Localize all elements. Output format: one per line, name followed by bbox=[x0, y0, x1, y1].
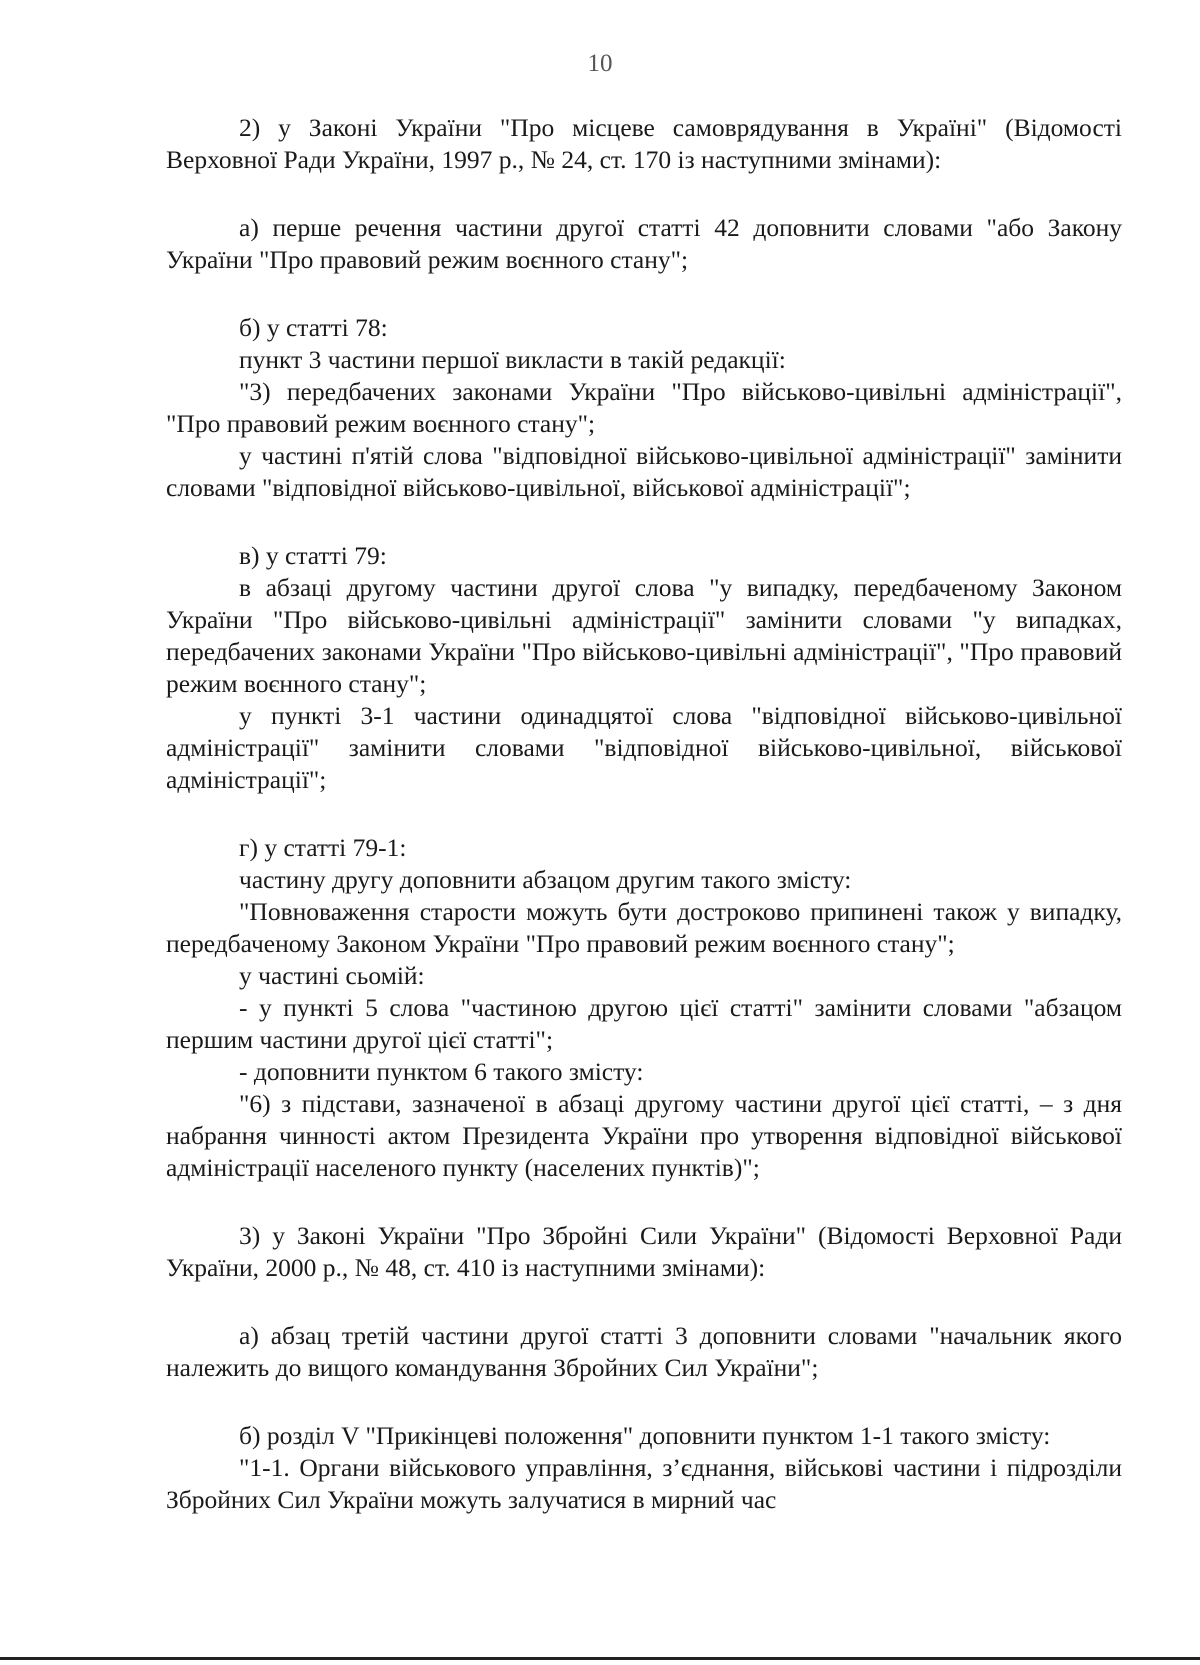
paragraph-gap bbox=[166, 1384, 1122, 1420]
paragraph: 2) у Законі України "Про місцеве самоврядування в Україні" (Відомості Верховної Ради України, 1997 р., № 24, ст. 170 із наступними змінами): bbox=[166, 113, 1122, 174]
paragraph: у частині п'ятій слова "відповідної військово-цивільної адміністрації" замінити словами "відповідної військово-цивільної, військової адміністрації"; bbox=[166, 441, 1122, 502]
paragraph: - у пункті 5 слова "частиною другою цієї статті" замінити словами "абзацом першим частини другої цієї статті"; bbox=[166, 993, 1122, 1054]
paragraph: б) у статті 78: bbox=[239, 313, 388, 342]
document-body bbox=[166, 112, 1122, 1516]
paragraph: "6) з підстави, зазначеної в абзаці другому частини другої цієї статті, – з дня набрання чинності актом Президента України про утворення відповідної військової адміністрації населеного пункту (населених пунктів)"; bbox=[166, 1089, 1122, 1182]
paragraph: б) розділ V "Прикінцеві положення" доповнити пунктом 1-1 такого змісту: bbox=[239, 1421, 1051, 1450]
paragraph: "3) передбачених законами України "Про військово-цивільні адміністрації", "Про правовий режим воєнного стану"; bbox=[166, 377, 1122, 438]
paragraph-gap bbox=[166, 276, 1122, 312]
paragraph-gap bbox=[166, 504, 1122, 540]
paragraph: а) перше речення частини другої статті 42 доповнити словами "або Закону України "Про правовий режим воєнного стану"; bbox=[166, 213, 1122, 274]
page-bottom-rule bbox=[0, 1657, 1200, 1660]
paragraph-gap bbox=[166, 1284, 1122, 1320]
paragraph: в абзаці другому частини другої слова "у випадку, передбаченому Законом України "Про військово-цивільні адміністрації" замінити словами "у випадках, передбачених законами України "Про військово-цивільні адміністрації", "Про правовий режим воєнного стану"; bbox=[166, 573, 1122, 698]
paragraph: "1-1. Органи військового управління, з’єднання, військові частини і підрозділи Збройних Сил України можуть залучатися в мирний час bbox=[166, 1453, 1122, 1514]
paragraph: пункт 3 частини першої викласти в такій редакції: bbox=[239, 345, 786, 374]
paragraph-gap bbox=[166, 176, 1122, 212]
paragraph: частину другу доповнити абзацом другим такого змісту: bbox=[239, 865, 852, 894]
paragraph: - доповнити пунктом 6 такого змісту: bbox=[239, 1057, 644, 1086]
paragraph-gap bbox=[166, 1184, 1122, 1220]
paragraph: г) у статті 79-1: bbox=[239, 833, 407, 862]
paragraph-gap bbox=[166, 796, 1122, 832]
paragraph: в) у статті 79: bbox=[239, 541, 387, 570]
paragraph: а) абзац третій частини другої статті 3 доповнити словами "начальник якого належить до вищого командування Збройних Сил України"; bbox=[166, 1321, 1122, 1382]
paragraph: у частині сьомій: bbox=[239, 961, 425, 990]
page-number: 10 bbox=[587, 50, 613, 77]
paragraph: 3) у Законі України "Про Збройні Сили України" (Відомості Верховної Ради України, 2000 р., № 48, ст. 410 із наступними змінами): bbox=[166, 1221, 1122, 1282]
paragraph: "Повноваження старости можуть бути достроково припинені також у випадку, передбаченому Законом України "Про правовий режим воєнного стану"; bbox=[166, 897, 1122, 958]
paragraph: у пункті 3-1 частини одинадцятої слова "відповідної військово-цивільної адміністрації" замінити словами "відповідної військово-цивільної, військової адміністрації"; bbox=[166, 701, 1122, 794]
